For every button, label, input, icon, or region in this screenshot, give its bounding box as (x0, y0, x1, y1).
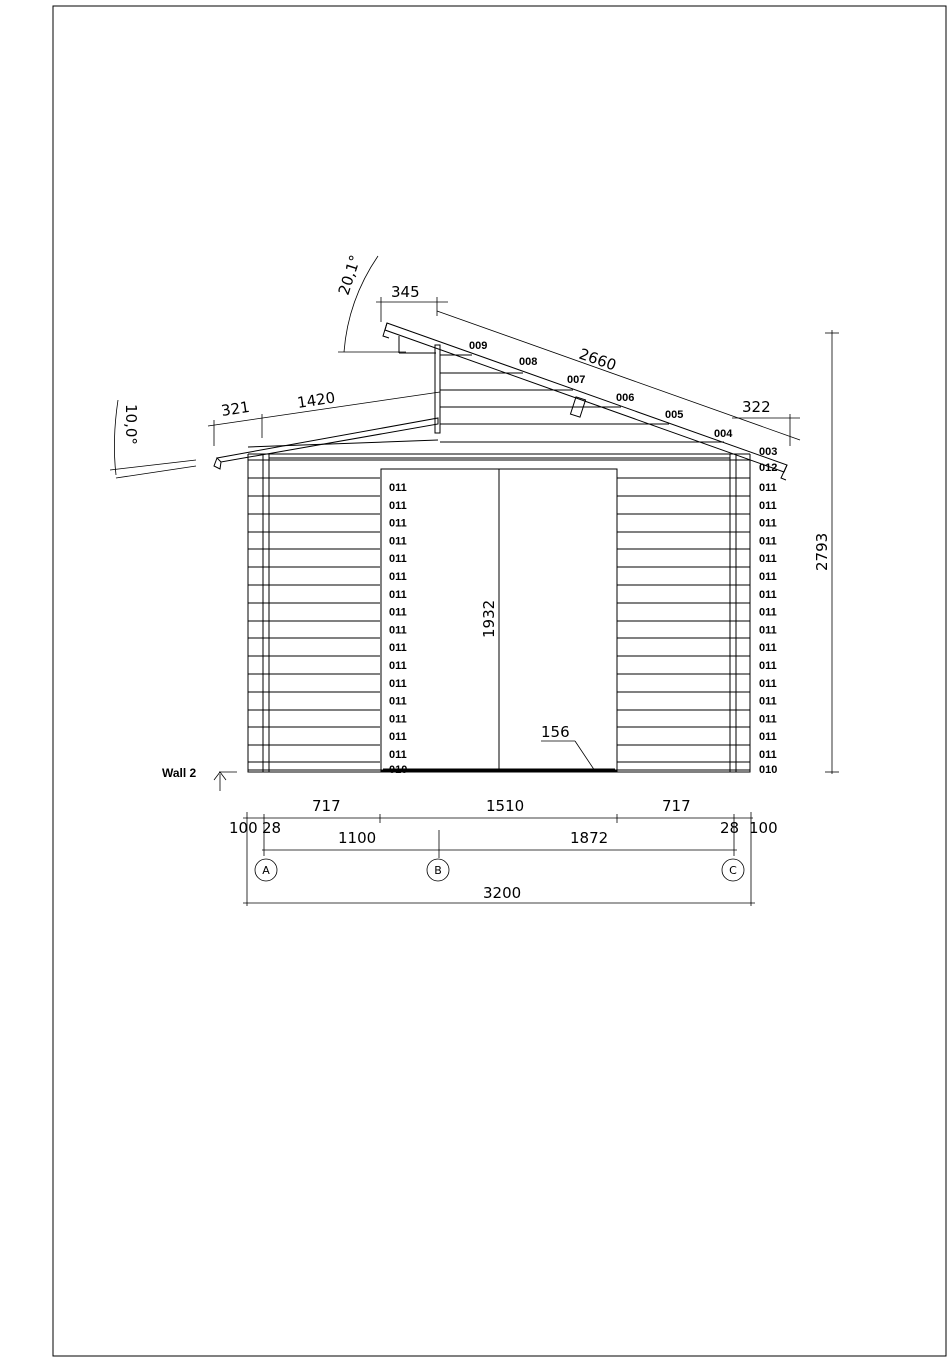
dim-1932: 1932 (480, 599, 498, 638)
dim-100-right: 100 (749, 819, 778, 837)
right-log-label-14: 011 (759, 713, 777, 726)
dim-345: 345 (391, 283, 420, 301)
wall-label: Wall 2 (162, 766, 197, 780)
right-corner-post (730, 454, 736, 772)
dim-1872: 1872 (570, 829, 609, 847)
dim-1100: 1100 (338, 829, 377, 847)
part-label-009: 009 (469, 340, 488, 352)
left-log-label-9: 011 (389, 624, 407, 637)
left-log-label-3: 011 (389, 517, 407, 530)
left-log-label-6: 011 (389, 571, 407, 583)
part-label-005: 005 (665, 409, 684, 421)
dim-2793: 2793 (813, 532, 831, 571)
right-log-label-4: 011 (759, 535, 777, 548)
part-label-003: 003 (759, 446, 778, 458)
left-log-label-5: 011 (389, 553, 407, 566)
left-corner-post (263, 454, 269, 772)
part-label-006: 006 (616, 392, 635, 404)
left-log-label-7: 011 (389, 588, 407, 601)
right-log-label-10: 011 (759, 642, 777, 655)
dim-2660: 2660 (576, 344, 619, 375)
dim-1510: 1510 (486, 797, 525, 815)
right-log-label-6: 011 (759, 571, 777, 583)
dim-28-left: 28 (262, 819, 282, 837)
left-log-label-1: 011 (389, 482, 407, 494)
axis-a-label: A (262, 864, 270, 877)
dim-322: 322 (742, 398, 771, 416)
right-log-label-3: 011 (759, 517, 777, 530)
right-log-label-15: 011 (759, 731, 777, 744)
right-log-label-9: 011 (759, 624, 777, 637)
part-label-004: 004 (714, 428, 733, 440)
right-log-label-16: 011 (759, 749, 777, 761)
left-log-label-4: 011 (389, 535, 407, 548)
left-log-label-15: 011 (389, 731, 407, 744)
dim-28-right: 28 (720, 819, 740, 837)
left-log-labels (389, 482, 407, 761)
dim-321: 321 (219, 397, 251, 420)
angle-upper-roof: 20,1° (334, 252, 365, 298)
left-log-label-13: 011 (389, 695, 407, 708)
axis-c-label: C (729, 864, 737, 877)
axis-labels (262, 864, 737, 877)
dim-1420: 1420 (295, 388, 337, 412)
right-log-labels (759, 482, 777, 761)
right-log-label-8: 011 (759, 606, 777, 619)
right-log-label-13: 011 (759, 695, 777, 708)
left-log-label-16: 011 (389, 749, 407, 761)
axis-b-label: B (434, 864, 442, 877)
right-log-label-11: 011 (759, 660, 777, 672)
right-log-label-7: 011 (759, 588, 777, 601)
dim-717-right: 717 (662, 797, 691, 815)
right-log-label-1: 011 (759, 482, 777, 494)
left-log-label-2: 011 (389, 499, 407, 512)
right-log-label-2: 011 (759, 499, 777, 512)
dim-100-left: 100 (229, 819, 258, 837)
dim-156: 156 (541, 723, 570, 741)
left-log-label-11: 011 (389, 660, 407, 672)
part-label-007: 007 (567, 374, 586, 386)
left-log-label-12: 011 (389, 677, 407, 690)
right-log-label-12: 011 (759, 677, 777, 690)
right-log-label-5: 011 (759, 553, 777, 566)
left-log-label-14: 011 (389, 713, 407, 726)
part-label-008: 008 (519, 356, 538, 368)
dim-717-left: 717 (312, 797, 341, 815)
left-log-label-8: 011 (389, 606, 407, 619)
angle-lower-roof: 10,0° (122, 404, 140, 445)
left-log-label-10: 011 (389, 642, 407, 655)
right-bottom-label: 010 (759, 764, 778, 776)
dim-3200: 3200 (483, 884, 522, 902)
part-label-012: 012 (759, 462, 778, 474)
left-bottom-label: 010 (389, 764, 408, 776)
